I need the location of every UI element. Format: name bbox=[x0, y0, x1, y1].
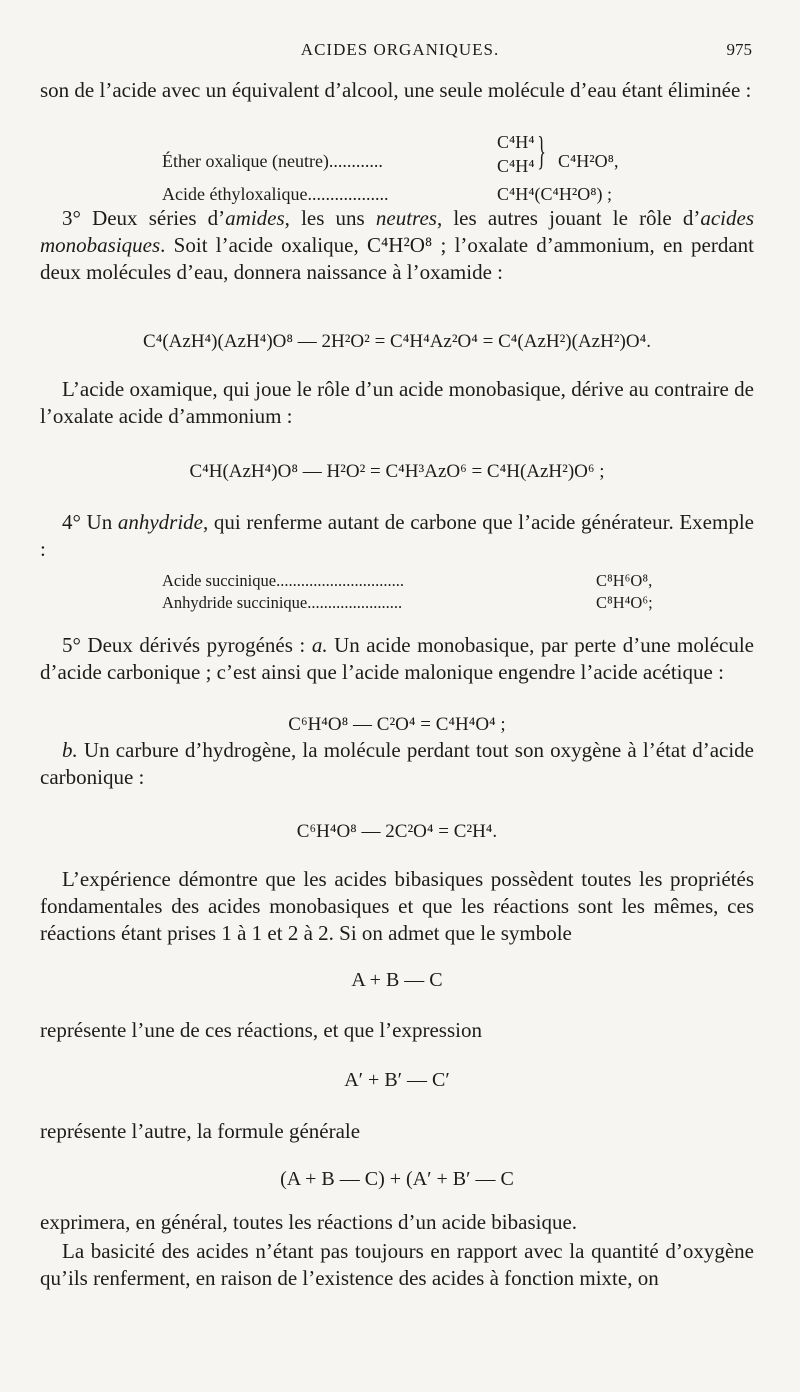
paragraph-basicite: La basicité des acides n’étant pas toujours en rapport avec la quantité d’oxygène qu’ils renferment, en raison de l’existence des acides à fonction mixte, on bbox=[40, 1239, 754, 1290]
text-run: Un bbox=[80, 510, 118, 534]
paragraph-experience: L’expérience démontre que les acides bibasiques possèdent toutes les propriétés fondamentales des acides monobasiques et que les réactions sont les mêmes, ces réactions étant prises 1 à 1 et 2 à 2. Si on admet que le symbole bbox=[40, 867, 754, 945]
item-number: 4° bbox=[62, 510, 81, 534]
text-run: Deux séries d’ bbox=[92, 206, 226, 230]
succinic-acid-label: Acide succinique............................... bbox=[162, 571, 404, 590]
equation-oxamique: C⁴H(AzH⁴)O⁸ — H²O² = C⁴H³AzO⁶ = C⁴H(AzH²)O⁶ ; bbox=[189, 461, 605, 482]
text-run: 5° Deux dérivés pyrogénés : bbox=[62, 633, 312, 657]
brace-symbol: } bbox=[537, 128, 546, 173]
ester-label-ethyloxalic: Acide éthyloxalique.................. bbox=[162, 184, 389, 204]
symbol-abc: A + B — C bbox=[351, 969, 443, 991]
paragraph-represente-2: représente l’autre, la formule générale bbox=[40, 1119, 361, 1143]
text-run: Un acide monobasique, par perte d’une molécule d’acide carbonique ; c’est ainsi que l’acide malonique engendre l’acide acétique : bbox=[40, 633, 755, 684]
succinic-acid-formula: C⁸H⁶O⁸, bbox=[596, 571, 653, 590]
italic-term: anhydride bbox=[117, 510, 204, 534]
ester-formula-ethyloxalic: C⁴H⁴(C⁴H²O⁸) ; bbox=[497, 184, 612, 204]
text-run: . Soit l’acide oxalique, C⁴H²O⁸ ; l’oxalate d’ammonium, en perdant deux molécules d’eau, donnera naissance à l’oxamide : bbox=[40, 233, 754, 284]
paragraph-oxamique: L’acide oxamique, qui joue le rôle d’un acide monobasique, dérive au contraire de l’oxalate acide d’ammonium : bbox=[40, 377, 754, 428]
text-run: , les autres jouant le rôle d’ bbox=[436, 206, 701, 230]
equation-malonique: C⁶H⁴O⁸ — C²O⁴ = C⁴H⁴O⁴ ; bbox=[288, 714, 506, 735]
paragraph-intro: son de l’acide avec un équivalent d’alcool, une seule molécule d’eau étant éliminée : bbox=[40, 78, 752, 102]
equation-oxamide: C⁴(AzH⁴)(AzH⁴)O⁸ — 2H²O² = C⁴H⁴Az²O⁴ = C⁴(AzH²)(AzH²)O⁴. bbox=[143, 331, 651, 352]
succinic-anhydride-formula: C⁸H⁴O⁶; bbox=[596, 593, 653, 612]
paragraph-carbure bbox=[40, 737, 754, 791]
symbol-abc-prime: A′ + B′ — C′ bbox=[344, 1069, 450, 1091]
running-header bbox=[40, 40, 760, 68]
equation-carbure: C⁶H⁴O⁸ — 2C²O⁴ = C²H⁴. bbox=[296, 821, 498, 842]
text-run: Un carbure d’hydrogène, la molécule perdant tout son oxygène à l’état d’acide carbonique : bbox=[40, 738, 754, 789]
ester-formula-top: C⁴H⁴ bbox=[497, 132, 535, 152]
paragraph-amides bbox=[40, 205, 754, 286]
general-formula: (A + B — C) + (A′ + B′ — C bbox=[280, 1168, 514, 1190]
ester-label-neutral: Éther oxalique (neutre)............ bbox=[162, 151, 383, 171]
paragraph-anhydride bbox=[40, 509, 754, 563]
header-title: ACIDES ORGANIQUES. bbox=[300, 40, 500, 59]
paragraph-pyrogenes bbox=[40, 632, 754, 686]
page-number: 975 bbox=[726, 40, 752, 59]
italic-term: neutres bbox=[375, 206, 437, 230]
item-letter: b. bbox=[62, 738, 78, 762]
paragraph-exprimera: exprimera, en général, toutes les réactions d’un acide bibasique. bbox=[40, 1210, 578, 1234]
text-run: , qui renferme autant de carbone que l’acide générateur. Exemple : bbox=[40, 510, 754, 561]
ester-formula-bottom: C⁴H⁴ bbox=[497, 156, 535, 176]
paragraph-represente-1: représente l’une de ces réactions, et que l’expression bbox=[40, 1018, 482, 1042]
ester-formula-right: C⁴H²O⁸, bbox=[558, 151, 619, 171]
item-letter: a. bbox=[311, 633, 328, 657]
italic-term: acides monobasiques bbox=[40, 206, 755, 257]
italic-term: amides bbox=[225, 206, 285, 230]
item-number: 3° bbox=[62, 206, 81, 230]
succinic-anhydride-label: Anhydride succinique....................... bbox=[162, 593, 403, 612]
text-run: , les uns bbox=[284, 206, 376, 230]
